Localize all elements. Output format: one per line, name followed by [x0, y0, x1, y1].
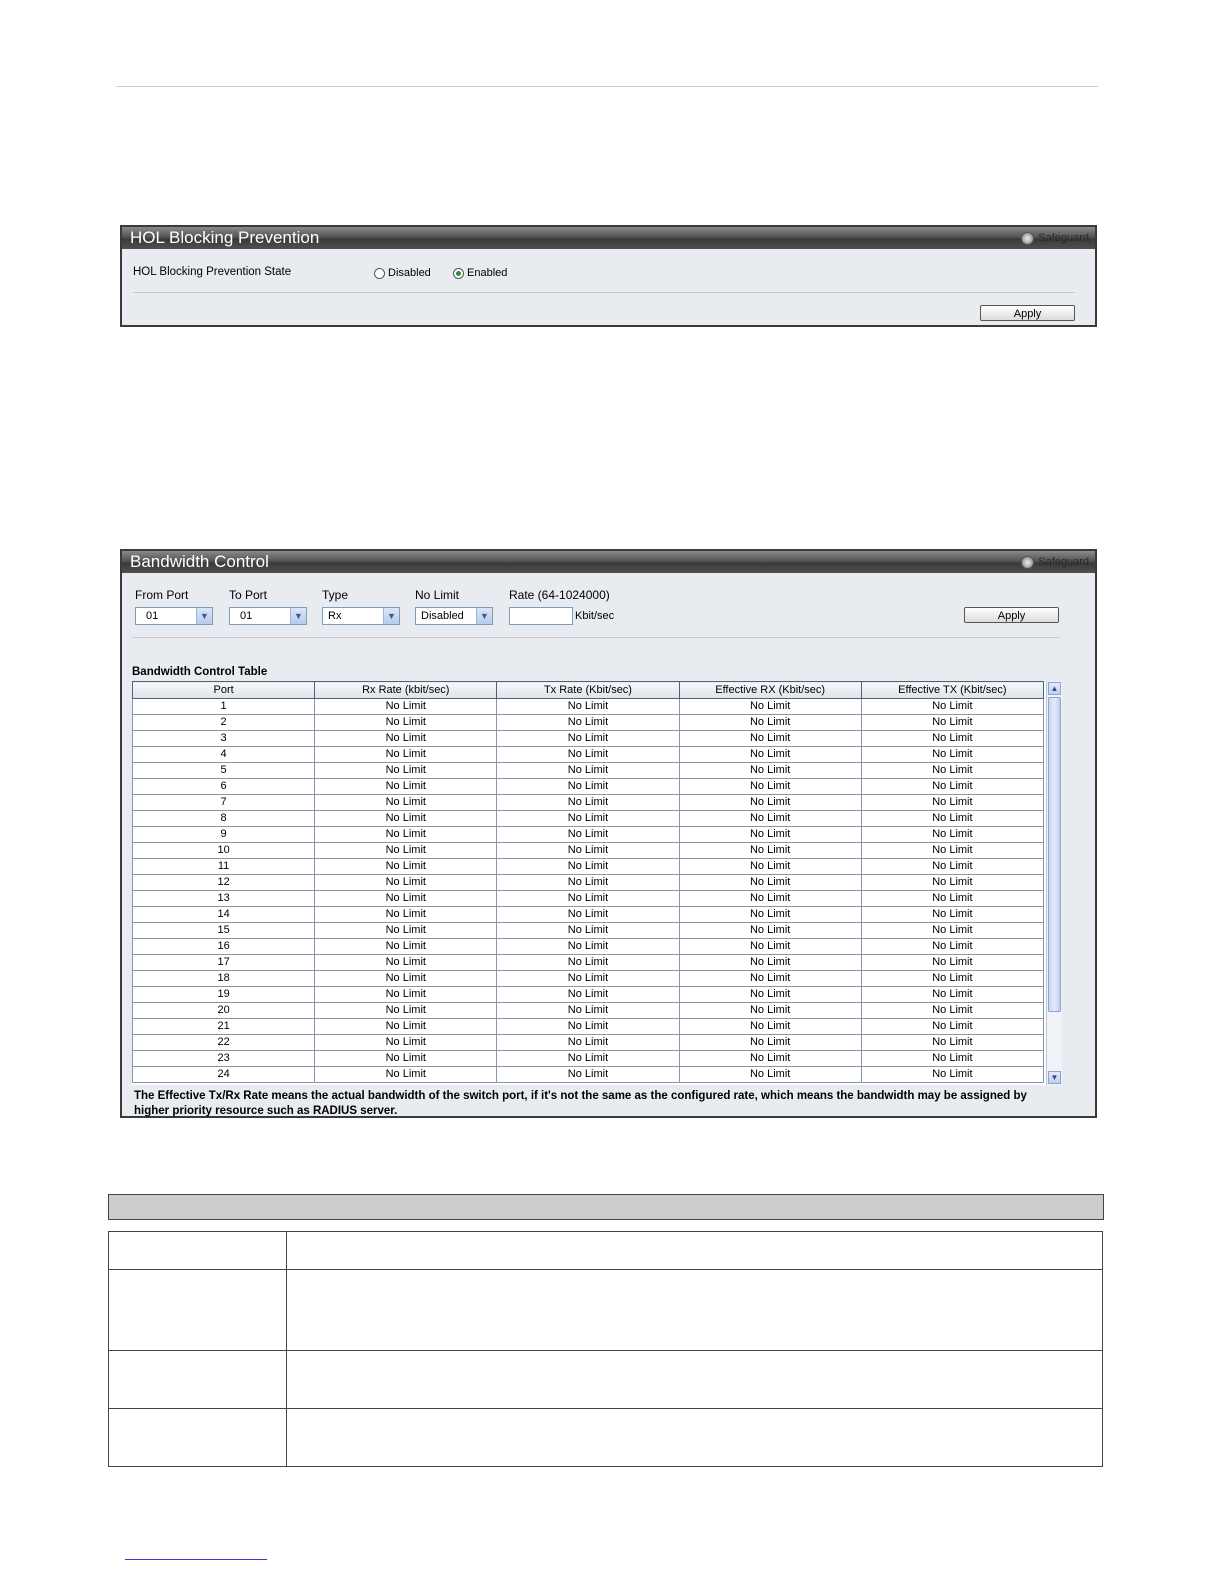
rate-cell: No Limit	[497, 907, 679, 923]
no-limit-value: Disabled	[421, 610, 464, 622]
bw-table-title: Bandwidth Control Table	[132, 666, 268, 678]
table-row	[133, 1003, 1044, 1019]
rate-cell: No Limit	[679, 731, 861, 747]
safeguard-label: Safeguard	[1038, 232, 1089, 244]
radio-enabled-label: Enabled	[467, 267, 508, 279]
table-row	[133, 891, 1044, 907]
safeguard-indicator	[1021, 230, 1089, 246]
rate-cell: No Limit	[497, 859, 679, 875]
port-cell: 4	[133, 747, 315, 763]
to-port-label: To Port	[229, 588, 268, 602]
rate-cell: No Limit	[679, 763, 861, 779]
rate-cell: No Limit	[315, 715, 497, 731]
rate-cell: No Limit	[679, 699, 861, 715]
rate-cell: No Limit	[861, 859, 1043, 875]
bw-apply-button[interactable]: Apply	[964, 607, 1059, 623]
to-port-select[interactable]	[229, 607, 307, 625]
rate-cell: No Limit	[497, 1003, 679, 1019]
table-row	[109, 1270, 1103, 1351]
port-cell: 1	[133, 699, 315, 715]
rate-cell: No Limit	[315, 907, 497, 923]
port-cell: 22	[133, 1035, 315, 1051]
rate-cell: No Limit	[315, 923, 497, 939]
rate-cell: No Limit	[497, 971, 679, 987]
port-cell: 19	[133, 987, 315, 1003]
rate-cell: No Limit	[497, 1019, 679, 1035]
col-effective-rx: Effective RX (Kbit/sec)	[679, 682, 861, 699]
rate-cell: No Limit	[315, 827, 497, 843]
rate-cell: No Limit	[315, 747, 497, 763]
rate-cell: No Limit	[315, 1067, 497, 1083]
table-header-row	[133, 682, 1044, 699]
safeguard-label: Safeguard	[1038, 556, 1089, 568]
hol-apply-button[interactable]: Apply	[980, 305, 1075, 321]
rate-cell: No Limit	[679, 795, 861, 811]
table-row	[109, 1351, 1103, 1409]
table-row	[133, 955, 1044, 971]
rate-cell: No Limit	[861, 779, 1043, 795]
page-header-rule	[116, 86, 1098, 87]
table-row	[133, 987, 1044, 1003]
rate-cell: No Limit	[861, 955, 1043, 971]
rate-cell: No Limit	[679, 923, 861, 939]
to-port-value: 01	[240, 610, 253, 622]
rate-cell: No Limit	[861, 715, 1043, 731]
table-row	[133, 715, 1044, 731]
hol-panel-title: HOL Blocking Prevention	[130, 228, 320, 247]
rate-cell: No Limit	[679, 907, 861, 923]
table-row	[133, 795, 1044, 811]
from-port-select[interactable]	[135, 607, 213, 625]
from-port-value: 01	[146, 610, 159, 622]
port-cell: 16	[133, 939, 315, 955]
rate-cell: No Limit	[315, 1019, 497, 1035]
rate-cell: No Limit	[861, 987, 1043, 1003]
rate-cell: No Limit	[679, 891, 861, 907]
rate-cell: No Limit	[679, 1003, 861, 1019]
rate-cell: No Limit	[861, 699, 1043, 715]
radio-enabled-icon[interactable]	[453, 268, 464, 279]
table-row	[109, 1409, 1103, 1467]
col-tx-rate: Tx Rate (Kbit/sec)	[497, 682, 679, 699]
rate-cell: No Limit	[679, 939, 861, 955]
hol-separator	[133, 292, 1075, 293]
table-row	[133, 747, 1044, 763]
rate-cell: No Limit	[679, 987, 861, 1003]
rate-cell: No Limit	[315, 1003, 497, 1019]
rate-cell: No Limit	[315, 891, 497, 907]
rate-cell: No Limit	[679, 747, 861, 763]
rate-cell: No Limit	[497, 795, 679, 811]
hol-state-label: HOL Blocking Prevention State	[133, 266, 292, 278]
type-label: Type	[322, 588, 349, 602]
rate-cell: No Limit	[315, 779, 497, 795]
chevron-down-icon[interactable]: ▼	[196, 608, 212, 624]
rate-cell: No Limit	[861, 971, 1043, 987]
rate-cell: No Limit	[315, 1051, 497, 1067]
port-cell: 9	[133, 827, 315, 843]
port-cell: 24	[133, 1067, 315, 1083]
rate-cell: No Limit	[861, 1051, 1043, 1067]
type-select[interactable]	[322, 607, 400, 625]
safeguard-led-icon	[1021, 556, 1034, 569]
rate-cell: No Limit	[497, 987, 679, 1003]
rate-cell: No Limit	[315, 763, 497, 779]
hol-panel-header	[122, 227, 1095, 249]
port-cell: 3	[133, 731, 315, 747]
table-row	[133, 699, 1044, 715]
rate-cell: No Limit	[497, 923, 679, 939]
scroll-down-icon[interactable]: ▼	[1048, 1071, 1061, 1084]
bw-panel-header	[122, 551, 1095, 573]
rate-cell: No Limit	[315, 843, 497, 859]
table-row	[133, 859, 1044, 875]
port-cell: 8	[133, 811, 315, 827]
rate-cell: No Limit	[861, 843, 1043, 859]
port-cell: 15	[133, 923, 315, 939]
table-row	[133, 971, 1044, 987]
rate-cell: No Limit	[497, 1051, 679, 1067]
rate-cell: No Limit	[497, 843, 679, 859]
port-cell: 7	[133, 795, 315, 811]
port-cell: 17	[133, 955, 315, 971]
rate-cell: No Limit	[497, 763, 679, 779]
table-row	[133, 1067, 1044, 1083]
port-cell: 13	[133, 891, 315, 907]
col-rx-rate: Rx Rate (kbit/sec)	[315, 682, 497, 699]
rate-cell: No Limit	[861, 827, 1043, 843]
rate-cell: No Limit	[861, 1067, 1043, 1083]
rate-cell: No Limit	[861, 1003, 1043, 1019]
bw-table-container	[132, 681, 1062, 1085]
rate-cell: No Limit	[679, 827, 861, 843]
rate-cell: No Limit	[679, 875, 861, 891]
rate-cell: No Limit	[679, 1035, 861, 1051]
table-row	[133, 763, 1044, 779]
rate-cell: No Limit	[497, 747, 679, 763]
from-port-label: From Port	[135, 588, 189, 602]
table-row	[133, 939, 1044, 955]
port-cell: 11	[133, 859, 315, 875]
rate-cell: No Limit	[861, 1035, 1043, 1051]
rate-cell: No Limit	[497, 811, 679, 827]
effective-rate-note: The Effective Tx/Rx Rate means the actual bandwidth of the switch port, if it's not the same as the configured rate, which means the bandwidth may be assigned by higher priority resource such as RADIUS server.	[134, 1090, 1027, 1117]
rate-cell: No Limit	[861, 939, 1043, 955]
port-cell: 18	[133, 971, 315, 987]
footer-link-underline	[125, 1559, 267, 1560]
hol-radio-disabled[interactable]	[374, 267, 431, 279]
table-row	[133, 1019, 1044, 1035]
type-value: Rx	[328, 610, 342, 622]
hol-blocking-panel	[120, 225, 1097, 327]
rate-cell: No Limit	[315, 971, 497, 987]
rate-cell: No Limit	[315, 955, 497, 971]
port-cell: 21	[133, 1019, 315, 1035]
table-row	[109, 1232, 1103, 1270]
port-cell: 14	[133, 907, 315, 923]
rate-cell: No Limit	[861, 763, 1043, 779]
hol-radio-enabled[interactable]	[453, 267, 507, 279]
table-scrollbar[interactable]	[1046, 681, 1062, 1085]
rate-cell: No Limit	[679, 843, 861, 859]
rate-cell: No Limit	[497, 1035, 679, 1051]
rate-cell: No Limit	[315, 1035, 497, 1051]
safeguard-indicator	[1021, 554, 1089, 570]
description-table	[108, 1231, 1103, 1467]
radio-disabled-icon[interactable]	[374, 268, 385, 279]
bw-separator	[132, 637, 1060, 638]
rate-cell: No Limit	[497, 955, 679, 971]
rate-cell: No Limit	[497, 891, 679, 907]
rate-cell: No Limit	[861, 731, 1043, 747]
chevron-down-icon[interactable]: ▼	[383, 608, 399, 624]
rate-cell: No Limit	[679, 1067, 861, 1083]
rate-cell: No Limit	[497, 699, 679, 715]
rate-cell: No Limit	[861, 907, 1043, 923]
rate-cell: No Limit	[679, 715, 861, 731]
rate-label: Rate (64-1024000)	[509, 588, 610, 602]
port-cell: 6	[133, 779, 315, 795]
chevron-down-icon[interactable]: ▼	[290, 608, 306, 624]
rate-cell: No Limit	[679, 811, 861, 827]
rate-unit: Kbit/sec	[575, 610, 615, 622]
table-row	[133, 875, 1044, 891]
table-row	[133, 1051, 1044, 1067]
rate-cell: No Limit	[315, 987, 497, 1003]
rate-cell: No Limit	[679, 971, 861, 987]
col-port: Port	[133, 682, 315, 699]
rate-cell: No Limit	[679, 1019, 861, 1035]
port-cell: 10	[133, 843, 315, 859]
rate-cell: No Limit	[497, 875, 679, 891]
port-cell: 2	[133, 715, 315, 731]
bw-panel-title: Bandwidth Control	[130, 552, 269, 571]
table-row	[133, 811, 1044, 827]
rate-cell: No Limit	[315, 875, 497, 891]
rate-cell: No Limit	[679, 955, 861, 971]
scroll-up-icon[interactable]: ▲	[1048, 682, 1061, 695]
port-cell: 23	[133, 1051, 315, 1067]
table-row	[133, 843, 1044, 859]
rate-cell: No Limit	[497, 827, 679, 843]
rate-cell: No Limit	[315, 731, 497, 747]
table-row	[133, 779, 1044, 795]
port-cell: 5	[133, 763, 315, 779]
table-row	[133, 827, 1044, 843]
table-row	[133, 923, 1044, 939]
rate-cell: No Limit	[315, 811, 497, 827]
bw-table	[132, 681, 1044, 1083]
no-limit-label: No Limit	[415, 588, 460, 602]
table-row	[133, 907, 1044, 923]
table-row	[133, 1035, 1044, 1051]
description-table-header	[108, 1194, 1104, 1220]
rate-cell: No Limit	[861, 875, 1043, 891]
rate-cell: No Limit	[861, 891, 1043, 907]
port-cell: 20	[133, 1003, 315, 1019]
chevron-down-icon[interactable]: ▼	[476, 608, 492, 624]
safeguard-led-icon	[1021, 232, 1034, 245]
rate-cell: No Limit	[861, 923, 1043, 939]
rate-cell: No Limit	[679, 779, 861, 795]
rate-input[interactable]	[509, 607, 573, 625]
rate-cell: No Limit	[861, 747, 1043, 763]
scroll-thumb[interactable]	[1048, 697, 1061, 1012]
rate-cell: No Limit	[315, 939, 497, 955]
rate-cell: No Limit	[497, 779, 679, 795]
rate-cell: No Limit	[315, 699, 497, 715]
rate-cell: No Limit	[497, 731, 679, 747]
rate-cell: No Limit	[315, 859, 497, 875]
rate-cell: No Limit	[861, 795, 1043, 811]
rate-cell: No Limit	[679, 859, 861, 875]
bandwidth-control-panel	[120, 549, 1097, 1118]
rate-cell: No Limit	[861, 811, 1043, 827]
rate-cell: No Limit	[497, 715, 679, 731]
no-limit-select[interactable]	[415, 607, 493, 625]
rate-cell: No Limit	[315, 795, 497, 811]
rate-cell: No Limit	[497, 939, 679, 955]
radio-disabled-label: Disabled	[388, 267, 431, 279]
rate-cell: No Limit	[497, 1067, 679, 1083]
col-effective-tx: Effective TX (Kbit/sec)	[861, 682, 1043, 699]
rate-cell: No Limit	[679, 1051, 861, 1067]
rate-cell: No Limit	[861, 1019, 1043, 1035]
port-cell: 12	[133, 875, 315, 891]
table-row	[133, 731, 1044, 747]
